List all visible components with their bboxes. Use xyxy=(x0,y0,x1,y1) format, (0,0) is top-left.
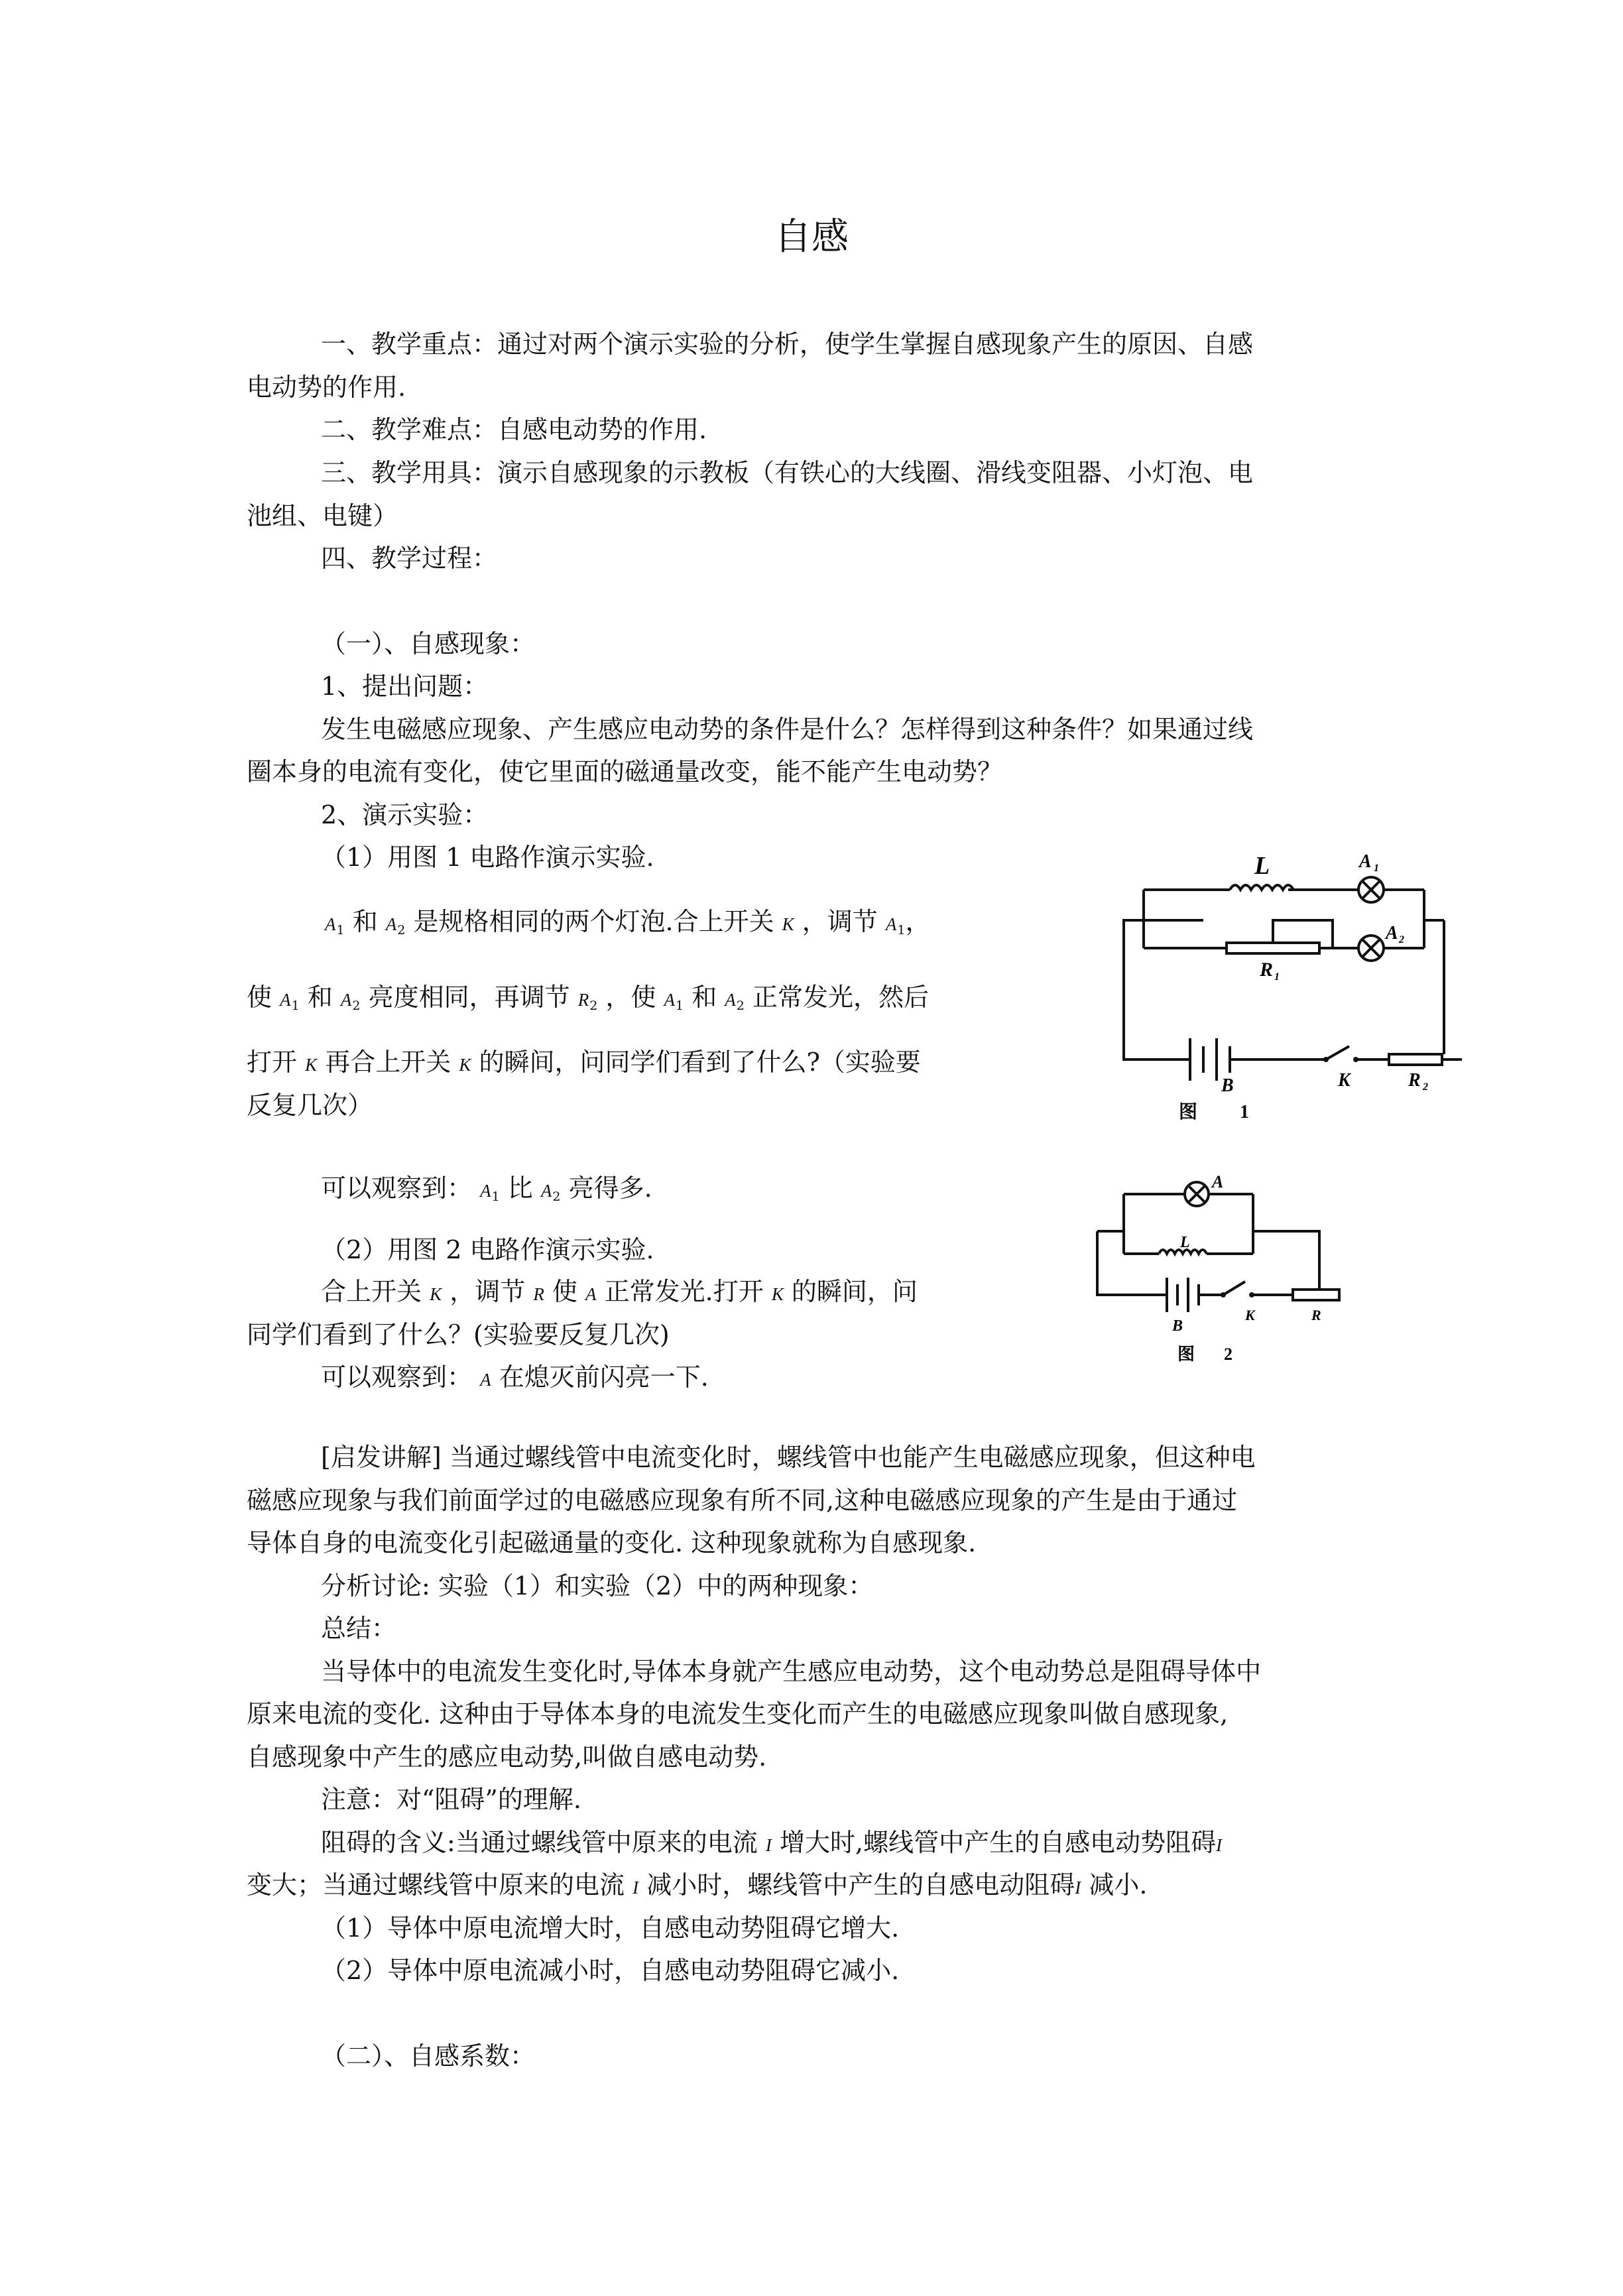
svg-text:1: 1 xyxy=(1374,863,1379,874)
rheostat-R1 xyxy=(1227,943,1319,953)
svg-text:B: B xyxy=(1172,1317,1183,1335)
point-1: （1）导体中原电流增大时，自感电动势阻碍它增大. xyxy=(321,1913,900,1943)
process-heading: 四、教学过程： xyxy=(321,544,498,573)
summary-line-1: 当导体中的电流发生变化时,导体本身就产生感应电动势，这个电动势总是阻碍导体中 xyxy=(321,1657,1262,1686)
svg-text:2: 2 xyxy=(1423,1081,1428,1093)
figure-2-circuit xyxy=(1074,1157,1366,1382)
discussion-line: 分析讨论: 实验（1）和实验（2）中的两种现象： xyxy=(321,1571,874,1601)
question-line-2: 圈本身的电流有变化，使它里面的磁通量改变，能不能产生电动势？ xyxy=(247,757,1003,786)
svg-text:K: K xyxy=(1245,1307,1255,1323)
step2-heading: 2、演示实验： xyxy=(321,800,489,829)
step1-heading: 1、提出问题： xyxy=(321,672,489,701)
svg-text:2: 2 xyxy=(1224,1345,1232,1364)
exp1-observation: 可以观察到： $A_1$ 比 $A_2$ 亮得多. xyxy=(321,1174,652,1204)
svg-text:R: R xyxy=(1408,1070,1421,1091)
wire-left xyxy=(1097,1231,1167,1295)
note-line: 注意：对“阻碍”的理解. xyxy=(321,1785,581,1814)
key-point-line-1: 一、教学重点：通过对两个演示实验的分析，使学生掌握自感现象产生的原因、自感 xyxy=(321,330,1254,359)
svg-text:图: 图 xyxy=(1177,1345,1195,1364)
key-point-line-2: 电动势的作用. xyxy=(247,373,406,402)
page-title: 自感 xyxy=(774,215,849,259)
svg-text:A: A xyxy=(1359,854,1372,872)
svg-text:2: 2 xyxy=(1399,934,1404,945)
meaning-line-2: 变大；当通过螺线管中原来的电流 I 减小时，螺线管中产生的自感电动阻碍I 减小. xyxy=(247,1870,1148,1900)
svg-text:A: A xyxy=(1212,1172,1224,1191)
exp2-observation: 可以观察到： A 在熄灭前闪亮一下. xyxy=(321,1362,709,1392)
point-2: （2）导体中原电流减小时，自感电动势阻碍它减小. xyxy=(321,1956,900,1985)
meaning-line-1: 阻碍的含义:当通过螺线管中原来的电流 I 增大时,螺线管中产生的自感电动势阻碍I xyxy=(321,1828,1223,1857)
figure-1-circuit xyxy=(1081,854,1478,1132)
equipment-line-2: 池组、电键） xyxy=(247,501,398,530)
switch-K xyxy=(1223,1282,1245,1295)
exp1-line-3: 打开 K 再合上开关 K 的瞬间，问同学们看到了什么?（实验要 xyxy=(247,1048,921,1077)
part2-heading: （二）、自感系数： xyxy=(321,2041,536,2071)
figure-1 xyxy=(1081,854,1478,1132)
svg-text:1: 1 xyxy=(1274,971,1280,983)
exp1-line-2: 使 $A_1$ 和 $A_2$ 亮度相同，再调节 $R_2$ ，使 $A_1$ 和 $A_2$ 正常发光，然后 xyxy=(247,983,929,1013)
exp1-line-4: 反复几次） xyxy=(247,1091,373,1120)
exp1-line-1: $A_1$ 和 $A_2$ 是规格相同的两个灯泡.合上开关 K ，调节 $A_1$， xyxy=(325,907,931,937)
inductor-L xyxy=(1230,885,1293,890)
exp1-heading: （1）用图 1 电路作演示实验. xyxy=(321,843,654,872)
rheostat-R2 xyxy=(1389,1054,1442,1065)
explain-line-1: [启发讲解] 当通过螺线管中电流变化时，螺线管中也能产生电磁感应现象，但这种电 xyxy=(321,1443,1256,1472)
svg-text:K: K xyxy=(1338,1070,1351,1091)
svg-text:R: R xyxy=(1311,1307,1321,1323)
svg-text:L: L xyxy=(1180,1234,1190,1251)
svg-text:1: 1 xyxy=(1240,1102,1249,1122)
figure-2 xyxy=(1074,1157,1366,1382)
summary-line-2: 原来电流的变化. 这种由于导体本身的电流发生变化而产生的电磁感应现象叫做自感现象, xyxy=(247,1699,1229,1728)
summary-heading: 总结： xyxy=(321,1614,397,1643)
switch-K xyxy=(1326,1046,1349,1059)
summary-line-3: 自感现象中产生的感应电动势,叫做自感电动势. xyxy=(247,1742,767,1772)
svg-text:A: A xyxy=(1386,923,1398,943)
equipment-line-1: 三、教学用具：演示自感现象的示教板（有铁心的大线圈、滑线变阻器、小灯泡、电 xyxy=(321,458,1254,487)
exp2-line-1: 合上开关 K ，调节 R 使 A 正常发光.打开 K 的瞬间，问 xyxy=(321,1277,918,1306)
explain-line-3: 导体自身的电流变化引起磁通量的变化. 这种现象就称为自感现象. xyxy=(247,1528,977,1557)
rheostat-R xyxy=(1293,1290,1339,1300)
exp2-line-2: 同学们看到了什么？(实验要反复几次) xyxy=(247,1320,670,1349)
svg-text:L: L xyxy=(1254,854,1270,880)
svg-text:图: 图 xyxy=(1179,1102,1198,1122)
question-line-1: 发生电磁感应现象、产生感应电动势的条件是什么？怎样得到这种条件？如果通过线 xyxy=(321,715,1254,744)
svg-text:B: B xyxy=(1221,1075,1234,1096)
explain-line-2: 磁感应现象与我们前面学过的电磁感应现象有所不同,这种电磁感应现象的产生是由于通过 xyxy=(247,1486,1238,1515)
part1-heading: （一）、自感现象： xyxy=(321,629,536,658)
exp2-heading: （2）用图 2 电路作演示实验. xyxy=(321,1235,654,1264)
difficulty-line: 二、教学难点：自感电动势的作用. xyxy=(321,415,707,444)
svg-text:R: R xyxy=(1260,959,1274,981)
